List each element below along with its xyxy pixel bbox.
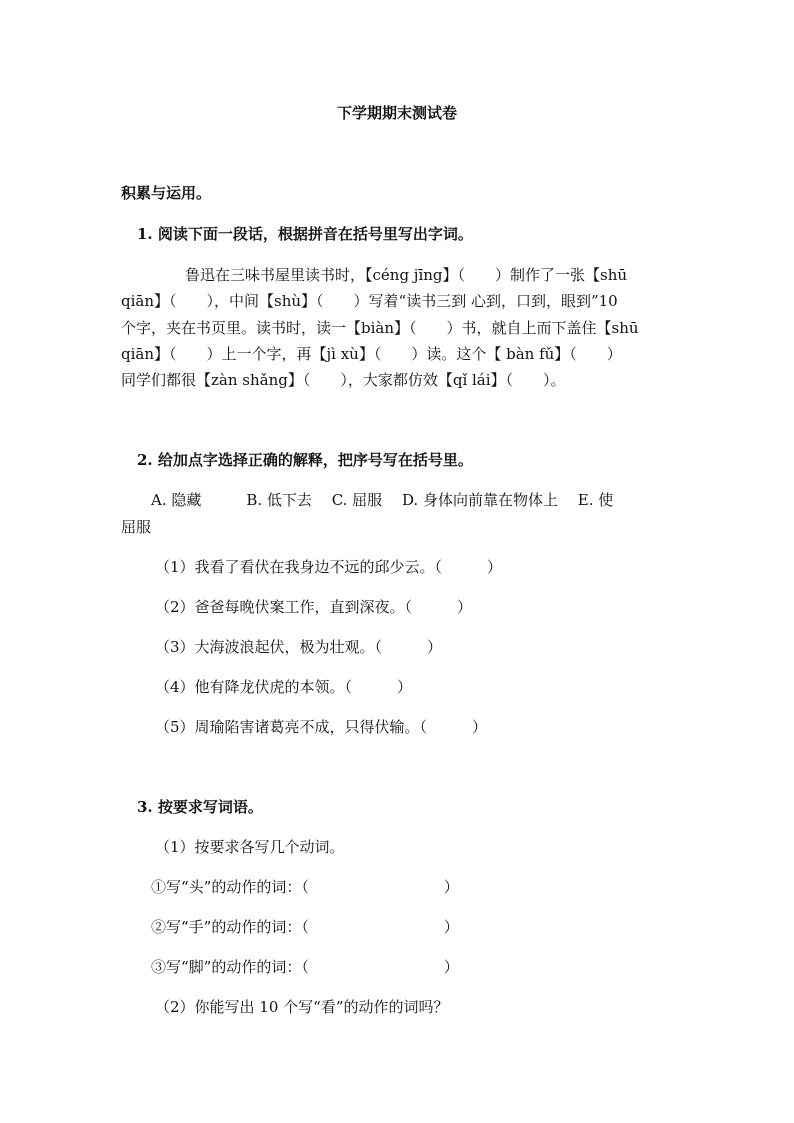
- q2-options-continued: 屈服: [121, 518, 152, 536]
- q1-paragraph-line: 鲁迅在三味书屋里读书时，【céng jīng】（ ）制作了一张【shū: [185, 266, 628, 284]
- q1-paragraph-line: qiān】（ ），中间【shù】（ ）写着“读书三到 心到，口到，眼到”10: [121, 292, 618, 310]
- q2-item: （3）大海波浪起伏，极为壮观。（ ）: [155, 638, 443, 656]
- q3-item: ②写“手”的动作的词：（ ）: [151, 918, 459, 936]
- q2-heading: 2. 给加点字选择正确的解释，把序号写在括号里。: [137, 451, 473, 469]
- q1-paragraph-line: 同学们都很【zàn shǎng】（ ），大家都仿效【qǐ lái】（ ）。: [121, 371, 566, 389]
- q1-heading: 1. 阅读下面一段话，根据拼音在括号里写出字词。: [137, 225, 473, 243]
- q3-subquestion-2: （2）你能写出 10 个写“看”的动作的词吗？: [155, 998, 449, 1016]
- q1-paragraph-line: 个字，夹在书页里。读书时，读一【biàn】（ ）书，就自上而下盖住【shū: [121, 319, 639, 337]
- q1-paragraph-line: qiān】（ ）上一个字，再【jì xù】（ ）读。这个【 bàn fǔ】（ ）: [121, 345, 622, 363]
- q2-item: （4）他有降龙伏虎的本领。（ ）: [155, 678, 413, 696]
- q2-item: （5）周瑜陷害诸葛亮不成，只得伏输。（ ）: [155, 718, 488, 736]
- q2-item: （1）我看了看伏在我身边不远的邱少云。（ ）: [155, 558, 503, 576]
- section-heading: 积累与运用。: [121, 184, 212, 202]
- q2-options: A. 隐藏 B. 低下去 C. 屈服 D. 身体向前靠在物体上 E. 使: [151, 491, 614, 509]
- q2-item: （2）爸爸每晚伏案工作，直到深夜。（ ）: [155, 598, 473, 616]
- q3-heading: 3. 按要求写词语。: [137, 798, 263, 816]
- q3-item: ①写“头”的动作的词：（ ）: [151, 878, 459, 896]
- q3-item: ③写“脚”的动作的词：（ ）: [151, 958, 459, 976]
- page-title: 下学期期末测试卷: [336, 104, 457, 122]
- q3-subquestion-1: （1）按要求各写几个动词。: [155, 838, 345, 856]
